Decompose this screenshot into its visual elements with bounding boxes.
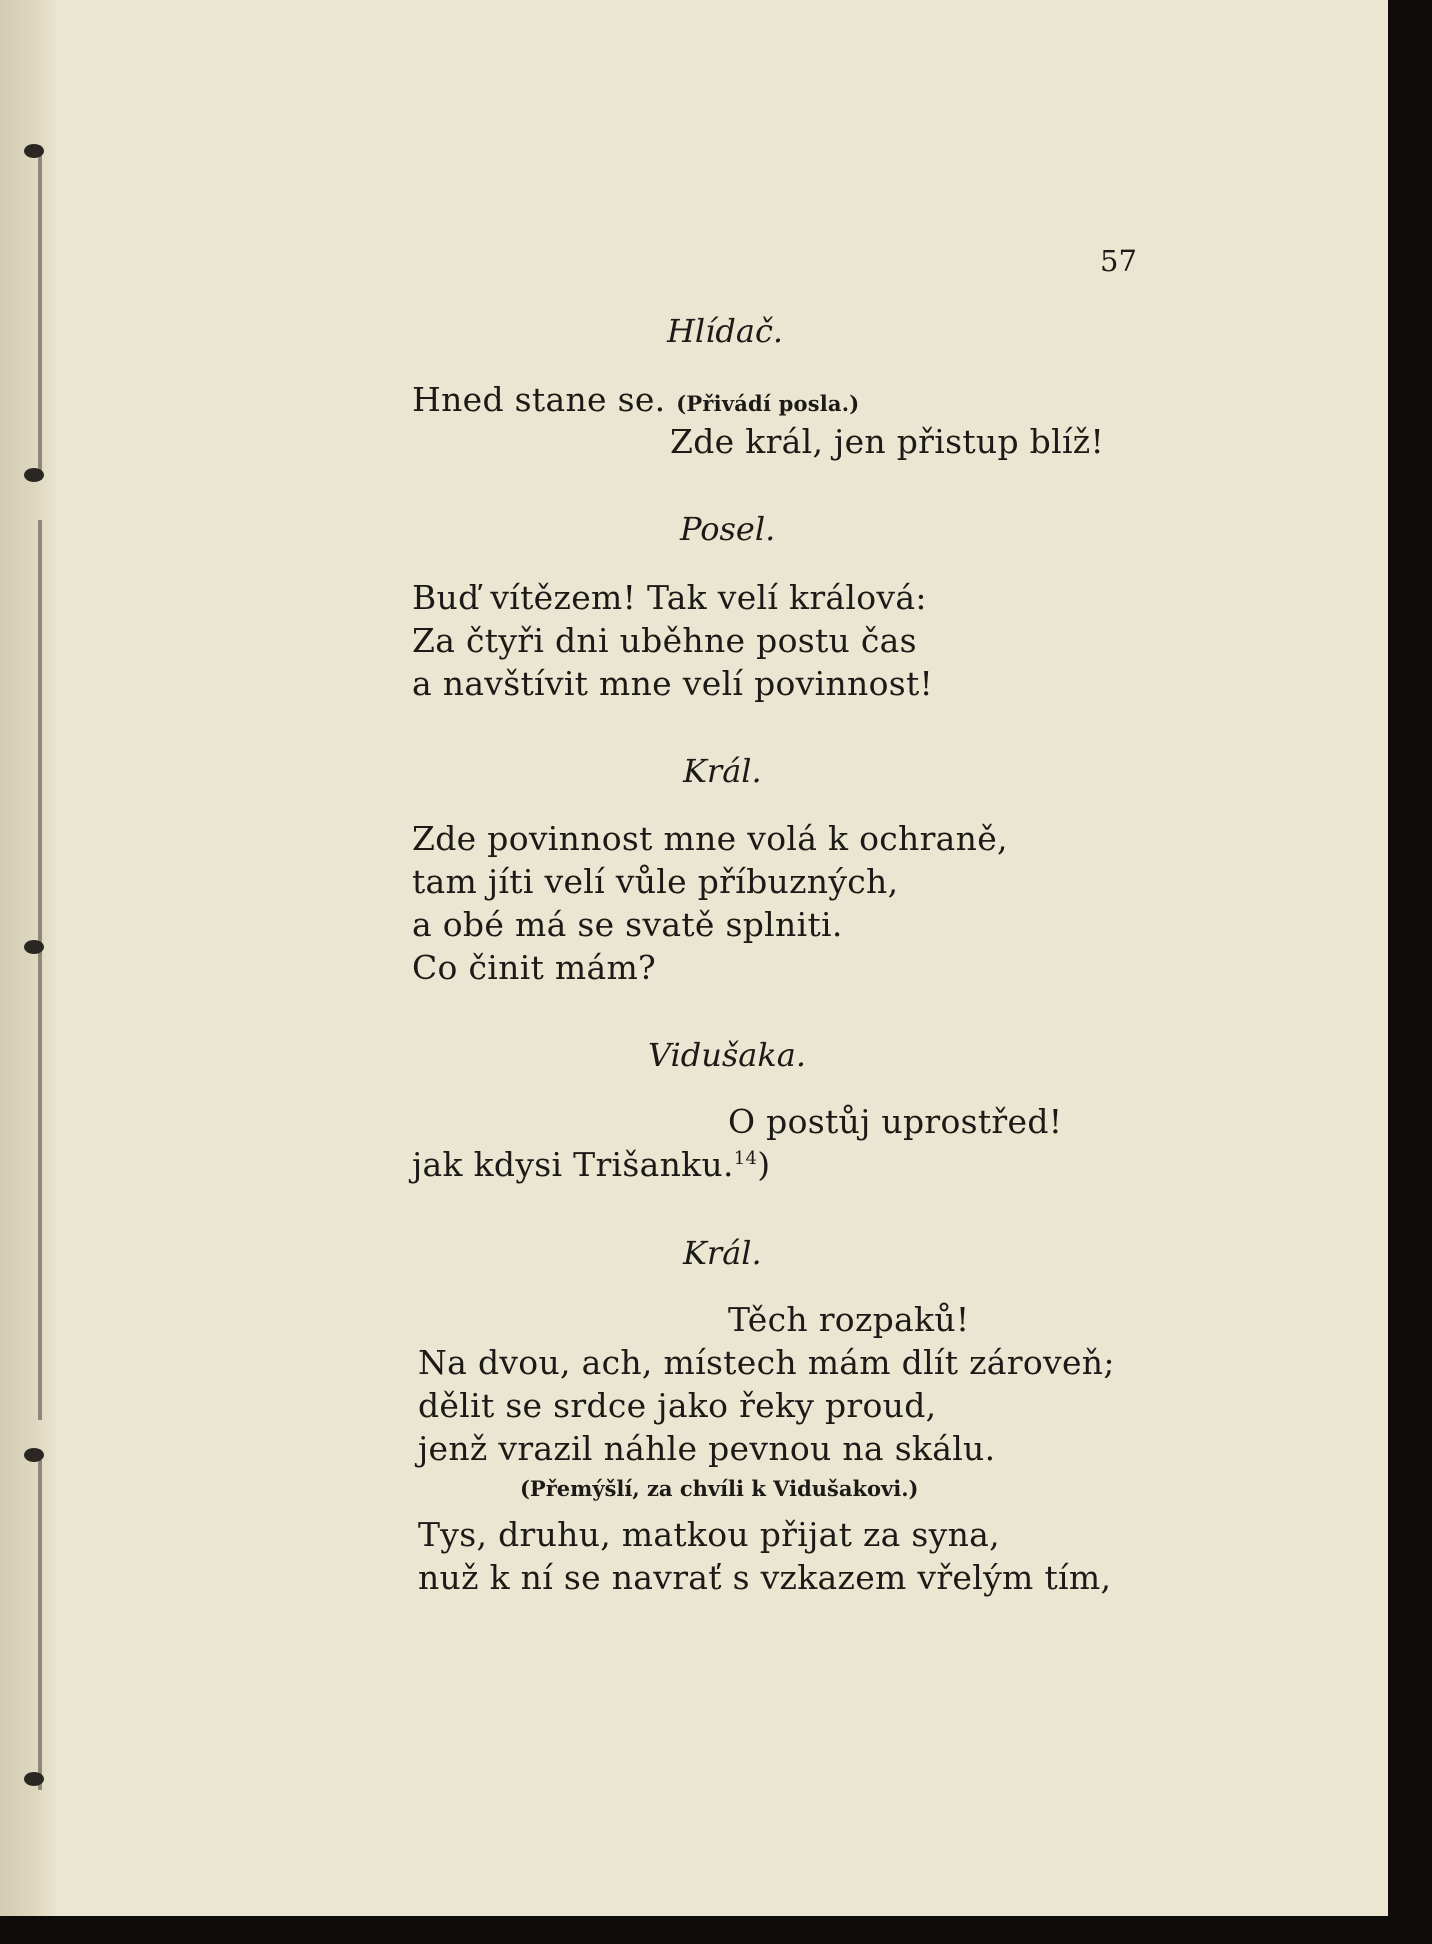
footnote-marker: 14 <box>733 1148 758 1169</box>
verse-line: nuž k ní se navrať s vzkazem vřelým tím, <box>418 1558 1112 1597</box>
verse-line: dělit se srdce jako řeky proud, <box>418 1386 937 1425</box>
verse-line: Na dvou, ach, místech mám dlít zároveň; <box>418 1343 1115 1382</box>
verse-text: ) <box>757 1145 771 1184</box>
binding-stitch <box>24 1772 44 1786</box>
stage-direction: (Přivádí posla.) <box>676 391 860 416</box>
verse-line <box>412 1145 770 1184</box>
verse-line: Za čtyři dni uběhne postu čas <box>412 621 917 660</box>
verse-line: O postůj uprostřed! <box>728 1102 1063 1141</box>
binding-stitch <box>24 144 44 158</box>
verse-line <box>412 380 859 419</box>
verse-text: Hned stane se. <box>412 380 666 419</box>
verse-line: Zde král, jen přistup blíž! <box>670 422 1105 461</box>
verse-text: jak kdysi Trišanku. <box>412 1145 734 1184</box>
binding-thread <box>38 520 42 1420</box>
verse-line: a navštívit mne velí povinnost! <box>412 664 934 703</box>
speaker-heading: Vidušaka. <box>648 1036 807 1074</box>
binding-stitch <box>24 468 44 482</box>
binding-stitch <box>24 1448 44 1462</box>
binding-thread <box>38 1460 42 1790</box>
verse-line: Zde povinnost mne volá k ochraně, <box>412 819 1008 858</box>
speaker-heading: Král. <box>683 752 762 790</box>
speaker-heading: Král. <box>683 1234 762 1272</box>
speaker-heading: Posel. <box>680 510 776 548</box>
verse-line: jenž vrazil náhle pevnou na skálu. <box>418 1429 996 1468</box>
verse-line: Buď vítězem! Tak velí králová: <box>412 578 927 617</box>
verse-line: tam jíti velí vůle příbuzných, <box>412 862 899 901</box>
verse-line: Těch rozpaků! <box>728 1300 970 1339</box>
page-number: 57 <box>1100 244 1137 278</box>
stage-direction: (Přemýšlí, za chvíli k Vidušakovi.) <box>520 1476 919 1501</box>
verse-line: Tys, druhu, matkou přijat za syna, <box>418 1515 1000 1554</box>
binding-gutter <box>0 0 60 1916</box>
verse-line: a obé má se svatě splniti. <box>412 905 843 944</box>
binding-thread <box>38 150 42 480</box>
speaker-heading: Hlídač. <box>667 312 784 350</box>
verse-line: Co činit mám? <box>412 948 657 987</box>
binding-stitch <box>24 940 44 954</box>
